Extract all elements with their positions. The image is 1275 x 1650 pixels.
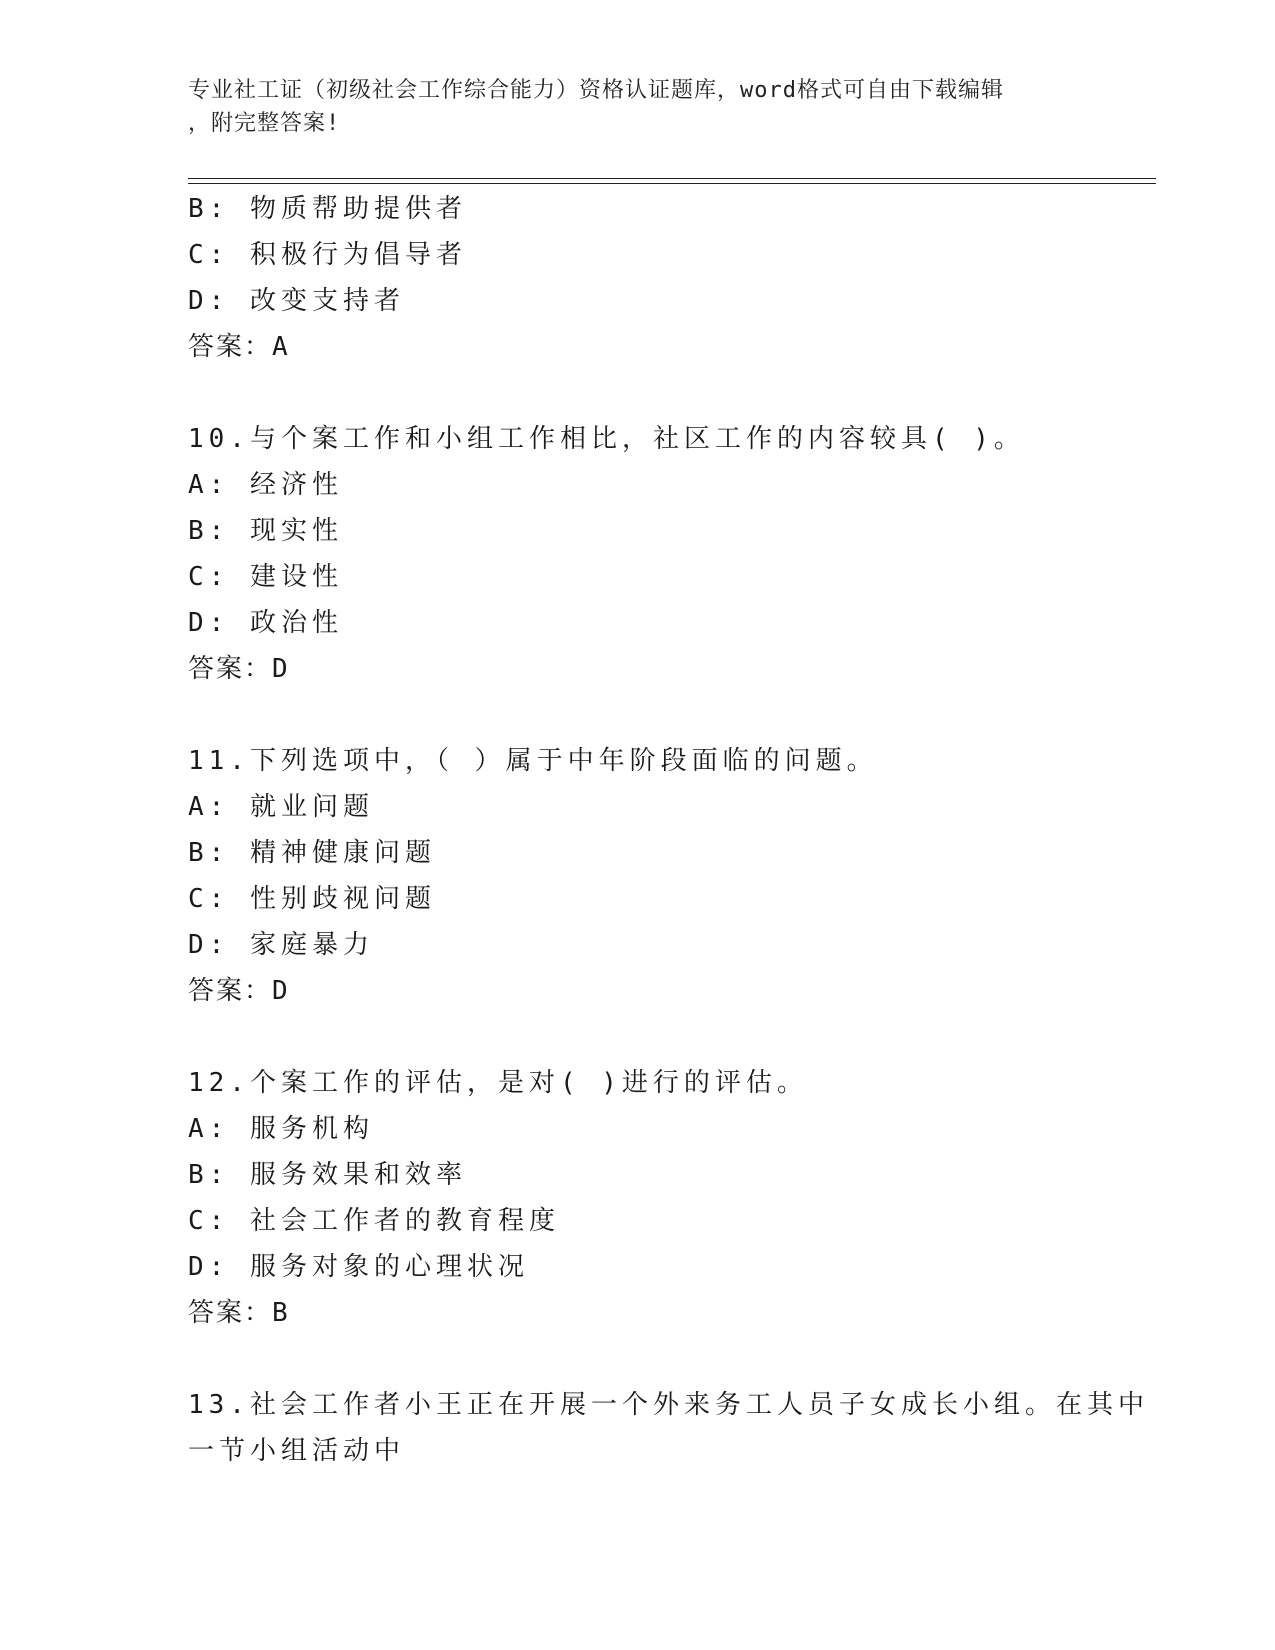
option-b: B: 服务效果和效率	[188, 1160, 467, 1190]
option-c: C: 建设性	[188, 562, 343, 592]
header-line-2: ，附完整答案!	[188, 111, 341, 136]
option-d: D: 家庭暴力	[188, 930, 374, 960]
option-c: C: 性别歧视问题	[188, 884, 436, 914]
option-c: C: 积极行为倡导者	[188, 240, 467, 270]
option-b: B: 现实性	[188, 516, 343, 546]
question-list	[188, 186, 1149, 1474]
option-d: D: 改变支持者	[188, 286, 405, 316]
option-b: B: 物质帮助提供者	[188, 194, 467, 224]
header-line-1: 专业社工证（初级社会工作综合能力）资格认证题库，word格式可自由下载编辑	[188, 78, 1004, 103]
option-d: D: 服务对象的心理状况	[188, 1252, 529, 1282]
answer-line: 答案：D	[188, 654, 290, 684]
option-b: B: 精神健康问题	[188, 838, 436, 868]
answer-line: 答案：A	[188, 332, 290, 362]
header-divider-top	[188, 178, 1156, 179]
option-a: A: 服务机构	[188, 1114, 374, 1144]
question-stem-line-1: 13.社会工作者小王正在开展一个外来务工人员子女成长小组。在其中	[188, 1390, 1149, 1420]
option-a: A: 经济性	[188, 470, 343, 500]
question-stem: 11.下列选项中，（ ）属于中年阶段面临的问题。	[188, 746, 878, 776]
option-a: A: 就业问题	[188, 792, 374, 822]
question-stem: 10.与个案工作和小组工作相比，社区工作的内容较具( )。	[188, 424, 1025, 454]
document-header	[188, 74, 1088, 140]
header-divider-bottom	[188, 183, 1156, 184]
option-d: D: 政治性	[188, 608, 343, 638]
answer-line: 答案：B	[188, 1298, 290, 1328]
answer-line: 答案：D	[188, 976, 290, 1006]
option-c: C: 社会工作者的教育程度	[188, 1206, 560, 1236]
question-stem-line-2: 一节小组活动中	[188, 1436, 406, 1466]
question-stem: 12.个案工作的评估，是对( )进行的评估。	[188, 1068, 808, 1098]
